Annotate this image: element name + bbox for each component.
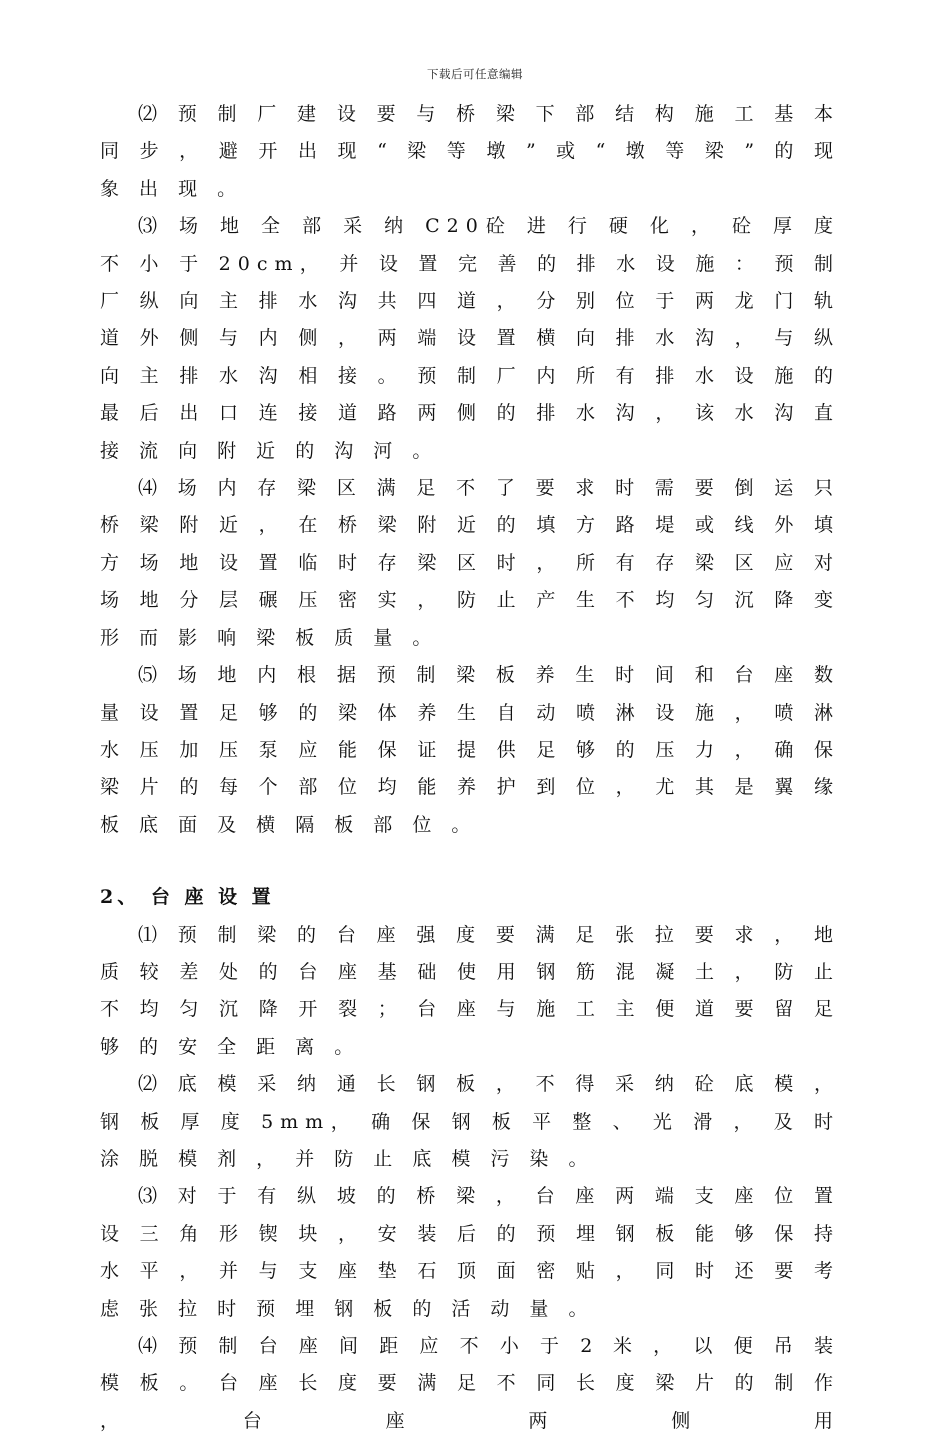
paragraph: ⑴ 预 制 梁 的 台 座 强 度 要 满 足 张 拉 要 求 ， 地 质 较 差 处 的 台 座 基 础 使 用 钢 筋 混 凝 土 ， 防 止 不 均 匀 沉 降 开 裂 ； 台 座 与 施 工 主 便 道 要 留 足 够 的 安 全 距 离 。 (100, 923, 840, 1058)
document-body (100, 96, 840, 1440)
paragraph: ⑶ 对 于 有 纵 坡 的 桥 梁 ， 台 座 两 端 支 座 位 置 设 三 角 形 锲 块 ， 安 装 后 的 预 埋 钢 板 能 够 保 持 水 平 ， 并 与 支 座 垫 石 顶 面 密 贴 ， 同 时 还 要 考 虑 张 拉 时 预 埋 钢 板 的 活 动 量 。 (100, 1185, 840, 1320)
section-heading: 2、 台 座 设 置 (100, 886, 275, 909)
paragraph: ⑷ 场 内 存 梁 区 满 足 不 了 要 求 时 需 要 倒 运 只 桥 梁 附 近 ， 在 桥 梁 附 近 的 填 方 路 堤 或 线 外 填 方 场 地 设 置 临 时 存 梁 区 时 ， 所 有 存 梁 区 应 对 场 地 分 层 碾 压 密 实 ， 防 止 产 生 不 均 匀 沉 降 变 形 而 影 响 梁 板 质 量 。 (100, 477, 840, 649)
paragraph: ⑷ 预 制 台 座 间 距 应 不 小 于 2 米 ， 以 便 吊 装 模 板 。 台 座 长 度 要 满 足 不 同 长 度 梁 片 的 制 作 ， 台 座 两 侧 用 (100, 1335, 840, 1432)
paragraph: ⑶ 场 地 全 部 采 纳 C20砼 进 行 硬 化 ， 砼 厚 度 不 小 于 20cm， 并 设 置 完 善 的 排 水 设 施 ： 预 制 厂 纵 向 主 排 水 沟 共 四 道 ， 分 别 位 于 两 龙 门 轨 道 外 侧 与 内 侧 ， 两 端 设 置 横 向 排 水 沟 ， 与 纵 向 主 排 水 沟 相 接 。 预 制 厂 内 所 有 排 水 设 施 的 最 后 出 口 连 接 道 路 两 侧 的 排 水 沟 ， 该 水 沟 直 接 流 向 附 近 的 沟 河 。 (100, 215, 840, 462)
page-header-note: 下载后可任意编辑 (427, 67, 523, 81)
paragraph: ⑵ 底 模 采 纳 通 长 钢 板 ， 不 得 采 纳 砼 底 模 ， 钢 板 厚 度 5mm， 确 保 钢 板 平 整 、 光 滑 ， 及 时 涂 脱 模 剂 ， 并 防 止 底 模 污 染 。 (100, 1073, 840, 1170)
paragraph: ⑸ 场 地 内 根 据 预 制 梁 板 养 生 时 间 和 台 座 数 量 设 置 足 够 的 梁 体 养 生 自 动 喷 淋 设 施 ， 喷 淋 水 压 加 压 泵 应 能 保 证 提 供 足 够 的 压 力 ， 确 保 梁 片 的 每 个 部 位 均 能 养 护 到 位 ， 尤 其 是 翼 缘 板 底 面 及 横 隔 板 部 位 。 (100, 664, 840, 836)
paragraph: ⑵ 预 制 厂 建 设 要 与 桥 梁 下 部 结 构 施 工 基 本 同 步 ， 避 开 出 现 “ 梁 等 墩 ” 或 “ 墩 等 梁 ” 的 现 象 出 现 。 (100, 103, 840, 200)
